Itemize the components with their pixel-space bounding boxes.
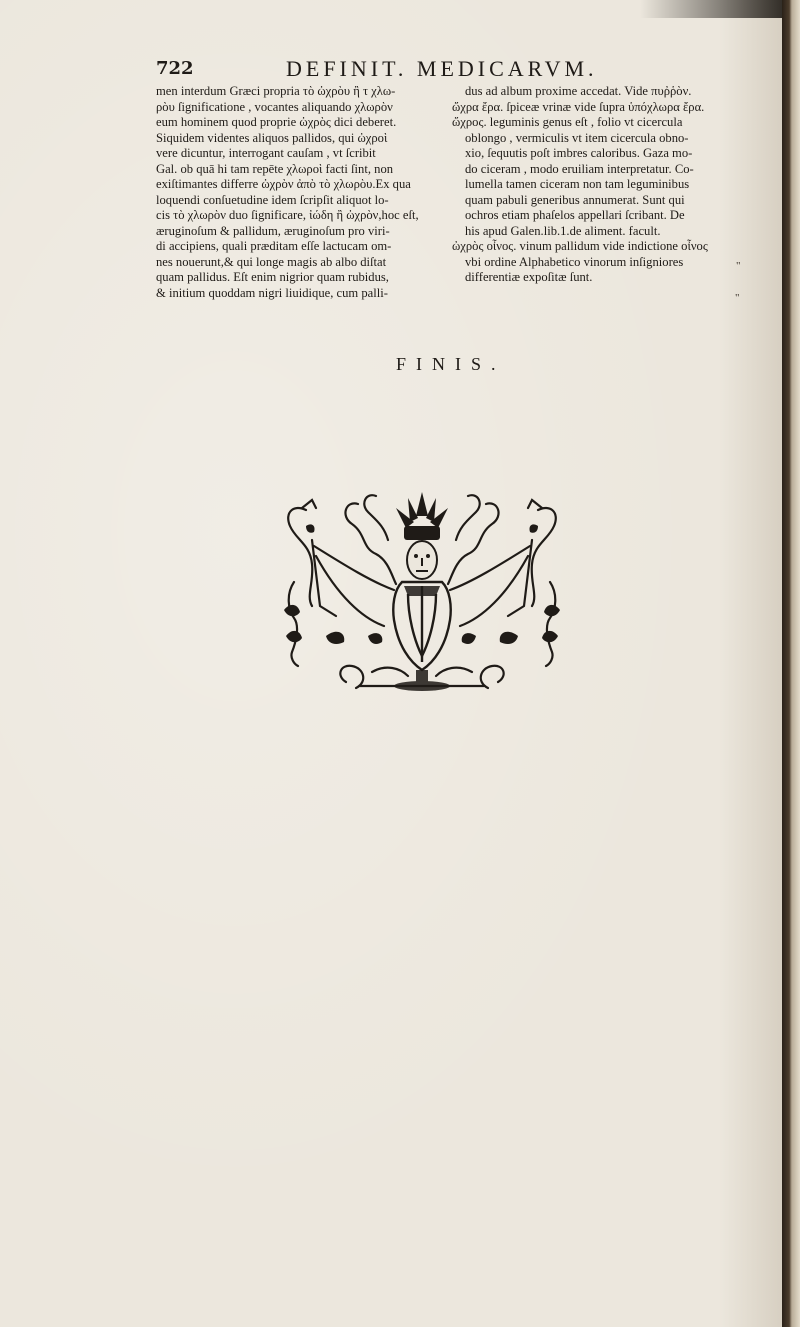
- text-line: do ciceram , modo eruiliam interpretatur. Co-: [465, 161, 694, 176]
- text-line: nes nouerunt,& qui longe magis ab albo diſtat: [156, 254, 387, 269]
- text-line: oblongo , vermiculis vt item cicercula obno-: [465, 130, 689, 145]
- text-line: Gal. ob quā hi tam repēte χλωροὶ facti ſint, non: [156, 161, 394, 176]
- text-line: xio, ſequutis poſt imbres caloribus. Gaza mo-: [465, 146, 693, 160]
- text-line: differentiæ expoſitæ ſunt.: [465, 270, 593, 284]
- text-line: eum hominem quod proprie ὠχρὸς dici deberet.: [156, 115, 397, 129]
- text-line: quam pallidus. Eſt enim nigrior quam rubidus,: [156, 270, 389, 284]
- text-line: vbi ordine Alphabetico vinorum inſigniores: [465, 254, 684, 269]
- book-spine: [782, 0, 800, 1327]
- finis-colophon: FINIS.: [396, 354, 506, 374]
- entry-headword-line: ὠχρὸς οἶνος. vinum pallidum vide indictione οἶνος: [452, 239, 708, 253]
- margin-mark: ": [736, 260, 741, 272]
- text-line: vere dicuntur, interrogant cauſam , vt ſcribit: [156, 146, 376, 160]
- text-line: dus ad album proxime accedat. Vide πυῤῥὸν.: [465, 84, 692, 98]
- text-line: exiſtimantes differre ὠχρὸν ἀπὸ τὸ χλωρὸυ.Ex qua: [156, 177, 411, 191]
- text-line: ρὸυ ſignificatione , vocantes aliquando χλωρὸν: [156, 99, 393, 114]
- page-number: 722: [156, 58, 194, 79]
- text-line: quam pabuli generibus annumerat. Sunt qui: [465, 192, 685, 207]
- text-line: cis τὸ χλωρὸν duo ſignificare, ἰώδη ἢ ὠχρὸν,hoc eſt,: [156, 208, 419, 222]
- text-line: & initium quoddam nigri liuidique, cum palli-: [156, 285, 388, 300]
- text-line: loquendi conſuetudine idem ſcripſit aliquot lo-: [156, 192, 389, 207]
- text-line: men interdum Græci propria τὸ ὠχρὸυ ἢ τ χλω-: [156, 84, 396, 98]
- text-line: lumella tamen ciceram non tam leguminibus: [465, 177, 690, 191]
- entry-headword-line: ὤχρος. leguminis genus eſt , folio vt cicercula: [452, 115, 683, 129]
- text-line: ochros etiam phaſelos appellari ſcribant. De: [465, 208, 685, 222]
- running-head: DEFINIT. MEDICARVM.: [286, 56, 598, 81]
- text-line: Siquidem videntes aliquos pallidos, qui ὠχροὶ: [156, 130, 388, 145]
- text-line: æruginoſum & pallidum, æruginoſum pro viri-: [156, 223, 390, 238]
- text-line: di accipiens, quali præditam eſſe lactucam om-: [156, 239, 392, 253]
- entry-headword-line: ὤχρα ἔρα. ſpiceæ vrinæ vide ſupra ὑπόχλωρα ἔρα.: [452, 99, 705, 114]
- margin-mark: ": [735, 292, 740, 304]
- right-text-column: [452, 84, 752, 286]
- grotesque-mask-ornament-icon: [276, 486, 568, 698]
- text-line: his apud Galen.lib.1.de aliment. facult.: [465, 223, 661, 238]
- left-text-column: [156, 84, 432, 301]
- page-shadow: [640, 0, 800, 18]
